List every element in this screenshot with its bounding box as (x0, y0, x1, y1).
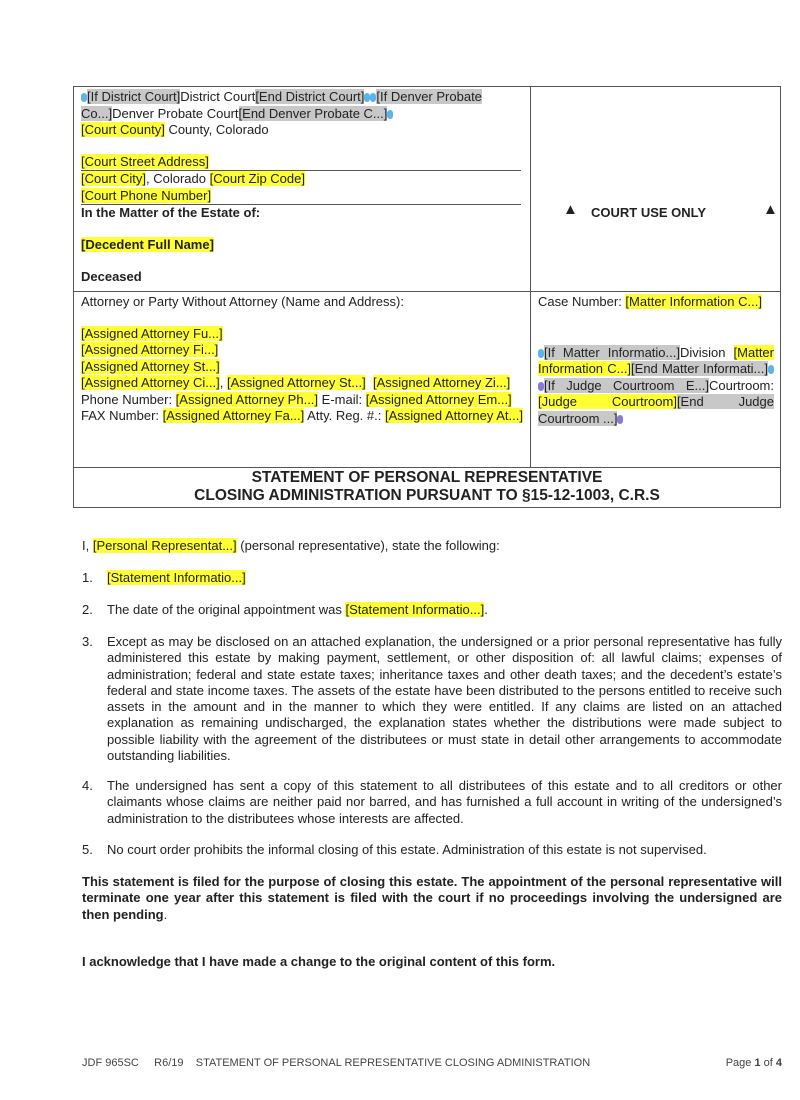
caption-row-attorney (74, 292, 780, 468)
case-label: Case Number: (538, 294, 626, 309)
caption-table (73, 86, 781, 508)
item-number: 1. (82, 570, 93, 585)
courtroom-label: Courtroom: (708, 377, 774, 393)
list-item-3 (82, 634, 782, 764)
court-phone-line (81, 188, 524, 205)
court-county-field[interactable]: [Court County] (81, 122, 165, 137)
attorney-zip-field[interactable]: [Assigned Attorney Zi...] (372, 375, 511, 390)
attorney-label: Attorney or Party Without Attorney (Name and Address): (81, 294, 404, 309)
attorney-name-field[interactable]: [Assigned Attorney Fu...] (81, 325, 223, 341)
attorney-reg-field[interactable]: [Assigned Attorney At...] (384, 408, 523, 423)
attorney-firm-field[interactable]: [Assigned Attorney Fi...] (81, 342, 219, 357)
court-name-line (81, 89, 524, 122)
attorney-fax-field[interactable]: [Assigned Attorney Fa...] (162, 408, 305, 423)
form-revision: R6/19 (154, 1057, 184, 1069)
end-denver-field[interactable]: [End Denver Probate C...] (238, 105, 388, 121)
page-prefix: Page (725, 1057, 755, 1069)
triangle-up-icon: ▲ (763, 201, 778, 218)
if-judge-field[interactable]: [If Judge Courtroom E...] (544, 377, 709, 393)
county-suffix: County, Colorado (164, 122, 269, 137)
attorney-address-line: [Assigned Attorney Ci...], [Assigned Attorney St...] [Assigned Attorney Zi...] (81, 375, 511, 390)
item-text: No court order prohibits the informal closing of this estate. Administration of this estate is not supervised. (107, 842, 707, 857)
court-city-line (81, 171, 524, 188)
court-use-cell (531, 87, 780, 291)
item-text (107, 602, 782, 618)
closing-statement-period: . (163, 906, 168, 922)
district-court-text: District Court (180, 89, 256, 104)
attorney-cell (74, 292, 531, 467)
personal-rep-field[interactable]: [Personal Representat...] (92, 538, 237, 553)
division-line (538, 345, 774, 428)
form-id: JDF 965SC (82, 1057, 139, 1069)
statement-info-field-2[interactable]: [Statement Informatio...] (345, 602, 485, 617)
item-number: 3. (82, 634, 93, 649)
courtroom-field[interactable]: [Judge Courtroom] (538, 394, 677, 409)
case-number-line (538, 294, 774, 311)
statement-info-field-1[interactable]: [Statement Informatio...] (107, 570, 246, 585)
attorney-line (81, 326, 524, 343)
page-total: 4 (775, 1057, 782, 1069)
matter-label: In the Matter of the Estate of: (81, 205, 261, 220)
end-matter-field[interactable]: [End Matter Informati...] (631, 361, 768, 376)
list-item-4 (82, 778, 782, 827)
attorney-city-field[interactable]: [Assigned Attorney Ci...] (81, 375, 220, 390)
deceased-label: Deceased (81, 269, 142, 284)
list-item-2 (82, 602, 782, 618)
decedent-line (81, 237, 524, 254)
court-county-line (81, 122, 524, 139)
intro-suffix: (personal representative), state the following: (236, 538, 500, 553)
list-item-5 (82, 842, 782, 858)
item-text (107, 570, 782, 586)
form-title-line2: CLOSING ADMINISTRATION PURSUANT TO §15-12-1003, C.R.S (194, 487, 660, 504)
colorado-text: , Colorado (146, 171, 210, 186)
denver-court-text: Denver Probate Court (112, 105, 239, 121)
item2-suffix: . (484, 602, 488, 617)
division-field[interactable]: [Matter Information C...] (538, 344, 774, 376)
field-marker-icon (768, 365, 774, 374)
caption-row-court (74, 87, 780, 292)
attorney-state-field[interactable]: [Assigned Attorney St...] (226, 375, 366, 390)
reg-label: Atty. Reg. #.: (304, 408, 385, 423)
fax-label: FAX Number: (81, 408, 163, 423)
item2-prefix: The date of the original appointment was (107, 602, 346, 617)
attorney-fax-line (81, 408, 524, 425)
page-footer (82, 1057, 782, 1069)
intro-prefix: I, (82, 538, 93, 553)
court-info-cell (74, 87, 531, 291)
item-text: Except as may be disclosed on an attached explanation, the undersigned or a prior personal representative has fully administered this estate by making payment, settlement, or other disposition of: all lawful claims; expenses of administration; federal and state estate taxes; inheritance taxes and other death taxes; and the decedent’s estate’s federal and state income taxes. The assets of the estate have been distributed to the persons entitled to receive such assets in the amount and in the manner to which they were entitled. If any claims are listed on an attached explanation as remaining undischarged, the explanation states whether the distributions were made subject to possible liability with the agreement of the distributees or must state in detail other arrangements to accommodate outstanding liabilities. (107, 634, 782, 764)
case-info-cell (531, 292, 780, 467)
form-title (74, 468, 780, 507)
form-title-line1: STATEMENT OF PERSONAL REPRESENTATIVE (251, 469, 603, 486)
attorney-line (81, 359, 524, 376)
attorney-phone-line (81, 392, 524, 409)
attorney-email-field[interactable]: [Assigned Attorney Em...] (365, 391, 512, 407)
list-item-1 (82, 570, 782, 586)
court-city-field[interactable]: [Court City] (81, 171, 147, 186)
court-street-line (81, 154, 524, 171)
item-number: 2. (82, 602, 93, 617)
court-street-field[interactable]: [Court Street Address] (81, 153, 209, 169)
email-label: E-mail: (318, 391, 366, 407)
if-district-field[interactable]: [If District Court] (87, 89, 181, 104)
attorney-line (81, 342, 524, 359)
acknowledge-statement: I acknowledge that I have made a change to the original content of this form. (82, 954, 556, 969)
item-number: 5. (82, 842, 93, 857)
intro-line (82, 538, 782, 554)
end-judge-field[interactable]: [End Judge Courtroom ...] (538, 394, 774, 426)
attorney-phone-field[interactable]: [Assigned Attorney Ph...] (175, 391, 319, 407)
court-zip-field[interactable]: [Court Zip Code] (209, 171, 305, 186)
attorney-street-field[interactable]: [Assigned Attorney St...] (81, 358, 220, 374)
item-number: 4. (82, 778, 93, 793)
item-text: The undersigned has sent a copy of this statement to all distributees of this estate and to all creditors or other claimants whose claims are neither paid nor barred, and has furnished a full account in writing of the undersigned’s administration to the distributees whose interests are affected. (107, 778, 782, 826)
case-number-field[interactable]: [Matter Information C...] (625, 294, 762, 309)
phone-label: Phone Number: (81, 391, 176, 407)
if-matter-field[interactable]: [If Matter Informatio...] (544, 344, 680, 360)
end-district-field[interactable]: [End District Court] (255, 89, 365, 104)
court-use-label: COURT USE ONLY (591, 205, 707, 220)
closing-statement-text: This statement is filed for the purpose of closing this estate. The appointment of the personal representative will terminate one year after this statement is filed with the court if no proceedings involving the undersigned are then pending (82, 874, 782, 922)
court-phone-field[interactable]: [Court Phone Number] (81, 187, 212, 203)
division-label: Division (679, 344, 726, 360)
field-marker-icon (617, 415, 623, 424)
page-indicator (726, 1057, 782, 1069)
page-number: 1 (754, 1057, 761, 1069)
decedent-field[interactable]: [Decedent Full Name] (81, 236, 214, 252)
if-denver-field[interactable]: [If Denver Probate Co...] (81, 89, 482, 121)
triangle-up-icon: ▲ (563, 201, 578, 218)
closing-statement (82, 874, 782, 923)
page-of: of (760, 1057, 776, 1069)
footer-title: STATEMENT OF PERSONAL REPRESENTATIVE CLOSING ADMINISTRATION (195, 1057, 591, 1069)
field-marker-icon (387, 110, 393, 119)
